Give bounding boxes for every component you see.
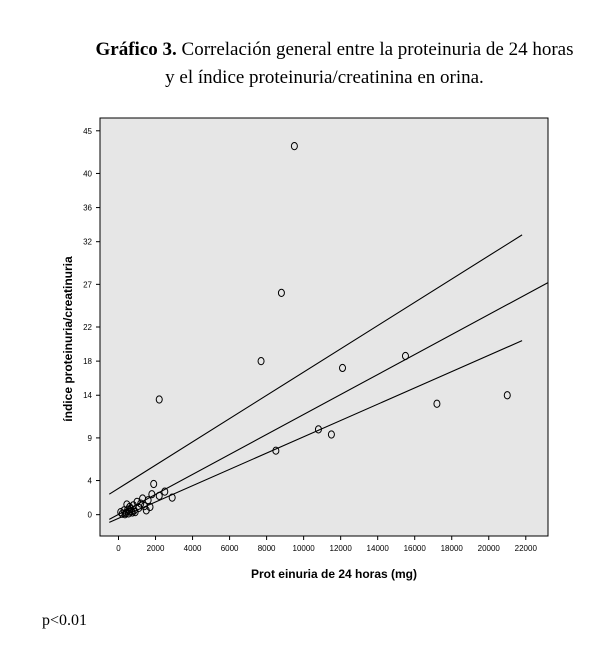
x-axis <box>116 536 537 553</box>
x-tick-label: 4000 <box>183 544 202 553</box>
x-tick-label: 2000 <box>146 544 165 553</box>
y-axis-label: índice proteinuria/creatinuria <box>61 256 75 422</box>
y-tick-label: 4 <box>87 476 92 486</box>
y-tick-label: 0 <box>87 510 92 520</box>
y-tick-label: 40 <box>83 169 92 179</box>
y-tick-label: 32 <box>83 237 92 247</box>
y-tick-label: 18 <box>83 357 92 367</box>
title-lead: Gráfico 3. <box>95 39 177 60</box>
title-text: Correlación general entre la proteinuria de 24 horas <box>181 39 574 60</box>
x-tick-label: 20000 <box>477 544 500 553</box>
x-tick-label: 8000 <box>257 544 276 553</box>
x-tick-label: 18000 <box>440 544 463 553</box>
y-tick-label: 22 <box>83 323 92 332</box>
y-axis <box>83 127 100 520</box>
x-tick-label: 6000 <box>220 544 239 553</box>
x-tick-label: 22000 <box>514 544 537 553</box>
x-tick-label: 16000 <box>403 544 426 553</box>
plot-area <box>100 118 548 536</box>
x-tick-label: 14000 <box>366 544 389 553</box>
x-tick-label: 0 <box>116 544 121 553</box>
y-tick-label: 27 <box>83 280 92 290</box>
x-tick-label: 12000 <box>329 544 352 553</box>
x-axis-label: Prot einuria de 24 horas (mg) <box>250 567 418 581</box>
y-tick-label: 9 <box>87 433 92 443</box>
title-line-2: y el índice proteinuria/creatinina en orina. <box>165 67 484 88</box>
x-tick-label: 10000 <box>292 544 315 553</box>
p-value: p<0.01 <box>42 612 88 629</box>
y-tick-label: 36 <box>83 203 92 213</box>
y-tick-label: 14 <box>83 391 92 401</box>
y-tick-label: 45 <box>83 126 92 136</box>
